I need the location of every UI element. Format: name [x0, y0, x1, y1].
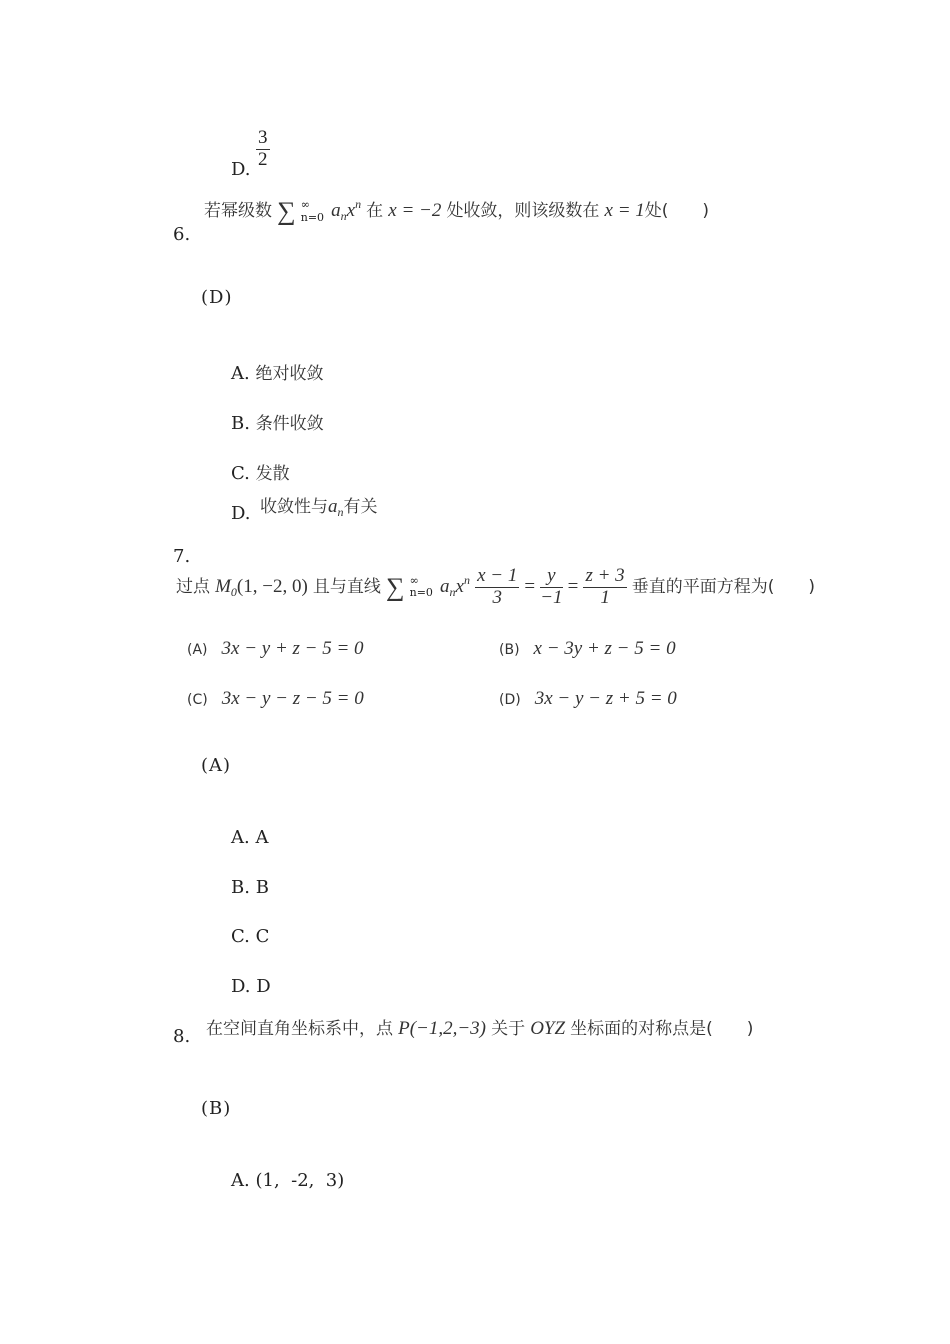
q7-point-coords: (1, −2, 0): [236, 575, 308, 597]
q7-choice-d: [499, 688, 677, 710]
q7-f2-num: y: [540, 566, 562, 588]
q8-answer: (B): [201, 1098, 232, 1119]
q7-f2-den: −1: [540, 586, 563, 608]
q7-option-b-text: B: [255, 877, 269, 898]
q6-option-b: [231, 409, 324, 434]
q7-stem-mid: 且与直线: [312, 576, 381, 597]
q7-fraction-3: [583, 566, 626, 609]
q5-option-d-fraction: [256, 128, 270, 171]
q7-point-sub: 0: [230, 584, 237, 599]
q7-f1-den: 3: [492, 586, 502, 608]
q7-choice-a-label: (A): [187, 642, 208, 658]
q8-number: 8.: [173, 1026, 191, 1047]
q8-option-a: [231, 1170, 344, 1191]
q7-fraction-1: [475, 566, 519, 609]
q7-option-d-text: D: [256, 976, 271, 997]
q6-option-d-text: [260, 492, 378, 520]
q5-option-d-label: D.: [231, 159, 251, 180]
q6-option-c-label: C.: [231, 463, 250, 484]
q6-sum-upper: ∞: [300, 198, 310, 212]
q7-choice-a-eq: 3x − y + z − 5 = 0: [221, 638, 364, 659]
sigma-icon: ∑: [385, 572, 405, 602]
q6-condition-x: x = −2: [388, 200, 442, 221]
q7-choice-b-eq: x − 3y + z − 5 = 0: [533, 638, 676, 659]
q8-plane: OYZ: [530, 1018, 566, 1039]
equals-icon: =: [524, 575, 536, 597]
q7-fraction-2: [540, 566, 562, 609]
q7-choice-d-label: (D): [499, 692, 521, 708]
q7-option-a-label: A.: [231, 827, 250, 848]
q7-f1-num: x − 1: [477, 565, 518, 586]
q7-stem: [176, 566, 815, 609]
q7-answer: (A): [201, 755, 232, 776]
q7-sum-upper: ∞: [409, 574, 419, 588]
q6-option-d-label: D.: [231, 503, 251, 524]
q7-series-term: $a_nx^n$: [440, 572, 470, 599]
q6-option-c-text: 发散: [255, 464, 290, 484]
q7-option-b-label: B.: [231, 877, 250, 898]
q7-f3-den: 1: [600, 586, 610, 608]
q8-stem-mid: 关于: [491, 1019, 526, 1039]
sigma-icon: ∑: [277, 196, 296, 226]
q6-number: 6.: [173, 224, 191, 245]
q6-condition-x2: x = 1: [604, 200, 645, 221]
q5-fraction-denominator: 2: [258, 148, 268, 170]
q6-option-a-label: A.: [231, 363, 250, 384]
q7-choice-c-eq: 3x − y − z − 5 = 0: [221, 688, 364, 709]
q6-stem-mid: 在: [366, 201, 384, 221]
q7-choice-a: [187, 638, 364, 660]
q8-stem-prefix: 在空间直角坐标系中，点: [206, 1019, 393, 1039]
q7-option-d: [231, 976, 271, 997]
q6-option-a-text: 绝对收敛: [255, 364, 324, 384]
q7-choice-b: [499, 638, 676, 660]
q7-number: 7.: [173, 546, 191, 567]
q6-stem-mid2: 处收敛，则该级数在: [446, 201, 600, 221]
q6-option-d-prefix: 收敛性与: [260, 497, 328, 517]
q7-f3-num: z + 3: [585, 565, 625, 586]
q6-sum-lower: n=0: [300, 210, 325, 224]
q5-fraction-numerator: 3: [258, 127, 268, 148]
q7-option-c-label: C.: [231, 926, 250, 947]
q6-option-b-label: B.: [231, 413, 250, 434]
q6-option-c: [231, 459, 290, 484]
q6-option-d-an: $a_n$: [328, 496, 344, 519]
q7-stem-suffix: 垂直的平面方程为( ): [631, 576, 816, 597]
q7-option-a-text: A: [255, 827, 269, 848]
q8-point: P(−1,2,−3): [398, 1018, 486, 1039]
q7-option-c: [231, 926, 269, 947]
q7-choice-c: [187, 688, 364, 710]
q8-option-a-text: (1, -2, 3): [255, 1170, 345, 1191]
q7-point-name: M: [215, 575, 231, 597]
q6-stem-prefix: 若幂级数: [204, 201, 272, 221]
q7-option-a: [231, 827, 268, 848]
q6-sum-limits: [301, 199, 324, 223]
q6-series-term: $a_nx^n$: [331, 197, 362, 223]
q6-option-b-text: 条件收敛: [255, 414, 324, 434]
q8-stem-suffix: 坐标面的对称点是( ): [570, 1019, 754, 1039]
q7-option-b: [231, 877, 269, 898]
q6-answer: (D): [201, 287, 233, 308]
q7-choice-d-eq: 3x − y − z + 5 = 0: [534, 688, 677, 709]
q8-option-a-label: A.: [231, 1170, 250, 1191]
q8-stem: [206, 1014, 753, 1040]
q7-stem-prefix: 过点: [176, 576, 210, 597]
q6-option-d-suffix: 有关: [343, 497, 378, 517]
q6-stem-suffix: 处( ): [644, 201, 710, 221]
equals-icon: =: [567, 575, 579, 597]
q6-stem: [204, 196, 709, 227]
q6-option-a: [231, 359, 323, 384]
q7-choice-b-label: (B): [499, 642, 520, 658]
q7-sum-lower: n=0: [409, 586, 433, 600]
q7-choice-c-label: (C): [187, 692, 208, 708]
q7-sum-limits: [410, 575, 433, 599]
q7-point: [215, 576, 237, 597]
q7-option-d-label: D.: [231, 976, 251, 997]
q7-option-c-text: C: [255, 926, 270, 947]
